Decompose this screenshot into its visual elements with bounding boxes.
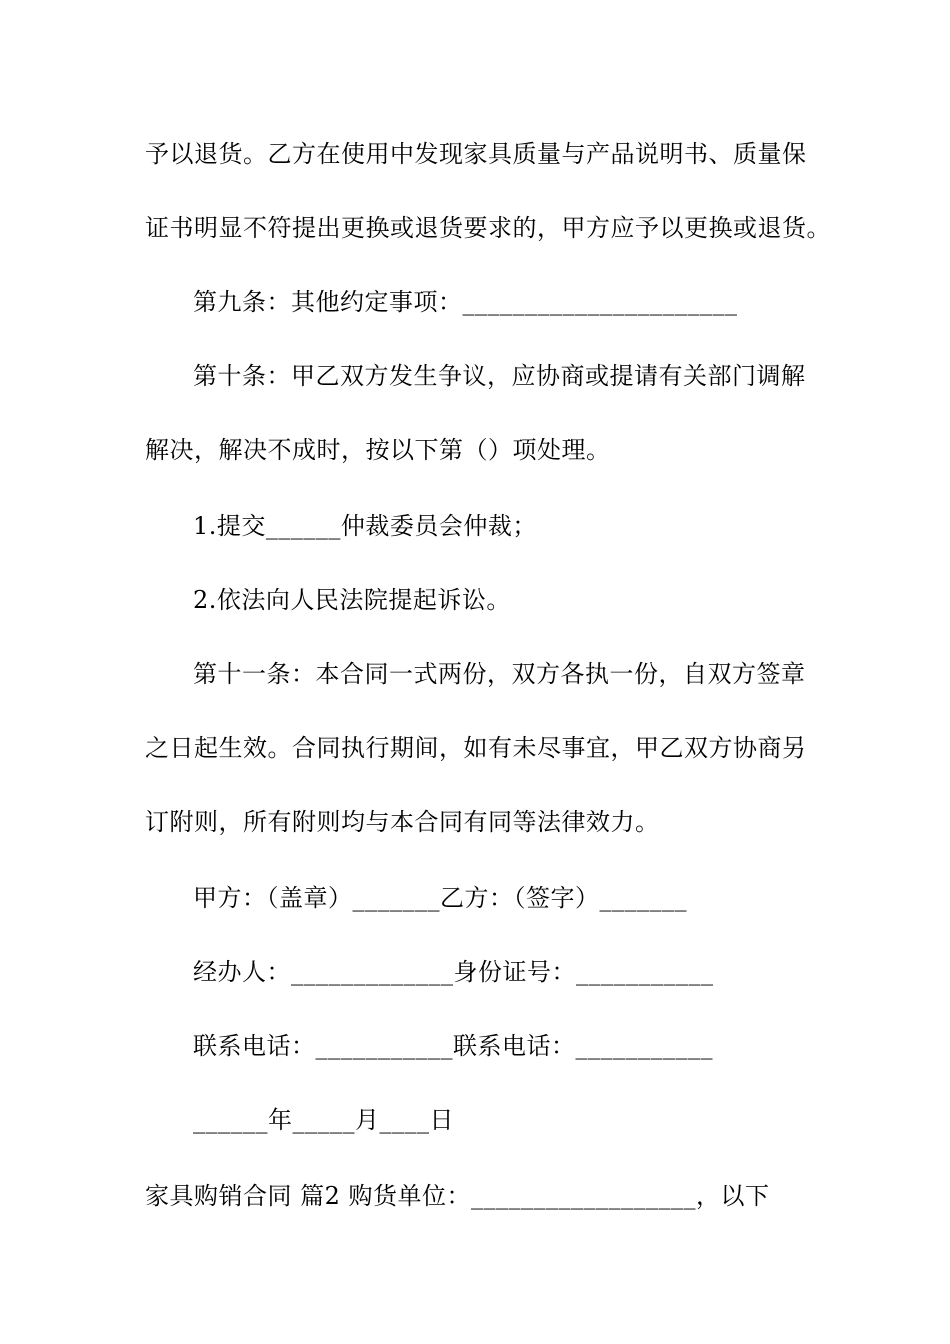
- signature-party-line: 甲方：（盖章）_______乙方：（签字）_______: [193, 884, 687, 912]
- clause-11-line-1: 第十一条：本合同一式两份，双方各执一份，自双方签章: [193, 660, 806, 688]
- signature-phone-line: 联系电话：___________联系电话：___________: [193, 1032, 713, 1060]
- signature-date-line: ______年_____月____日: [193, 1106, 454, 1134]
- contract-2-heading-line: 家具购销合同 篇2 购货单位：__________________，以下: [145, 1182, 770, 1210]
- signature-agent-line: 经办人：_____________身份证号：___________: [193, 958, 714, 986]
- option-2-line: 2.依法向人民法院提起诉讼。: [193, 586, 511, 614]
- clause-10-line-1: 第十条：甲乙双方发生争议，应协商或提请有关部门调解: [193, 362, 806, 390]
- option-1-line: 1.提交______仲裁委员会仲裁；: [193, 512, 537, 540]
- clause-10-line-2: 解决，解决不成时，按以下第（）项处理。: [145, 436, 611, 464]
- paragraph-line-1: 予以退货。乙方在使用中发现家具质量与产品说明书、质量保: [145, 140, 807, 168]
- clause-11-line-3: 订附则，所有附则均与本合同有同等法律效力。: [145, 808, 660, 836]
- paragraph-line-2: 证书明显不符提出更换或退货要求的，甲方应予以更换或退货。: [145, 214, 831, 242]
- clause-11-line-2: 之日起生效。合同执行期间，如有未尽事宜，甲乙双方协商另: [145, 734, 807, 762]
- clause-9-line: 第九条：其他约定事项：______________________: [193, 288, 738, 316]
